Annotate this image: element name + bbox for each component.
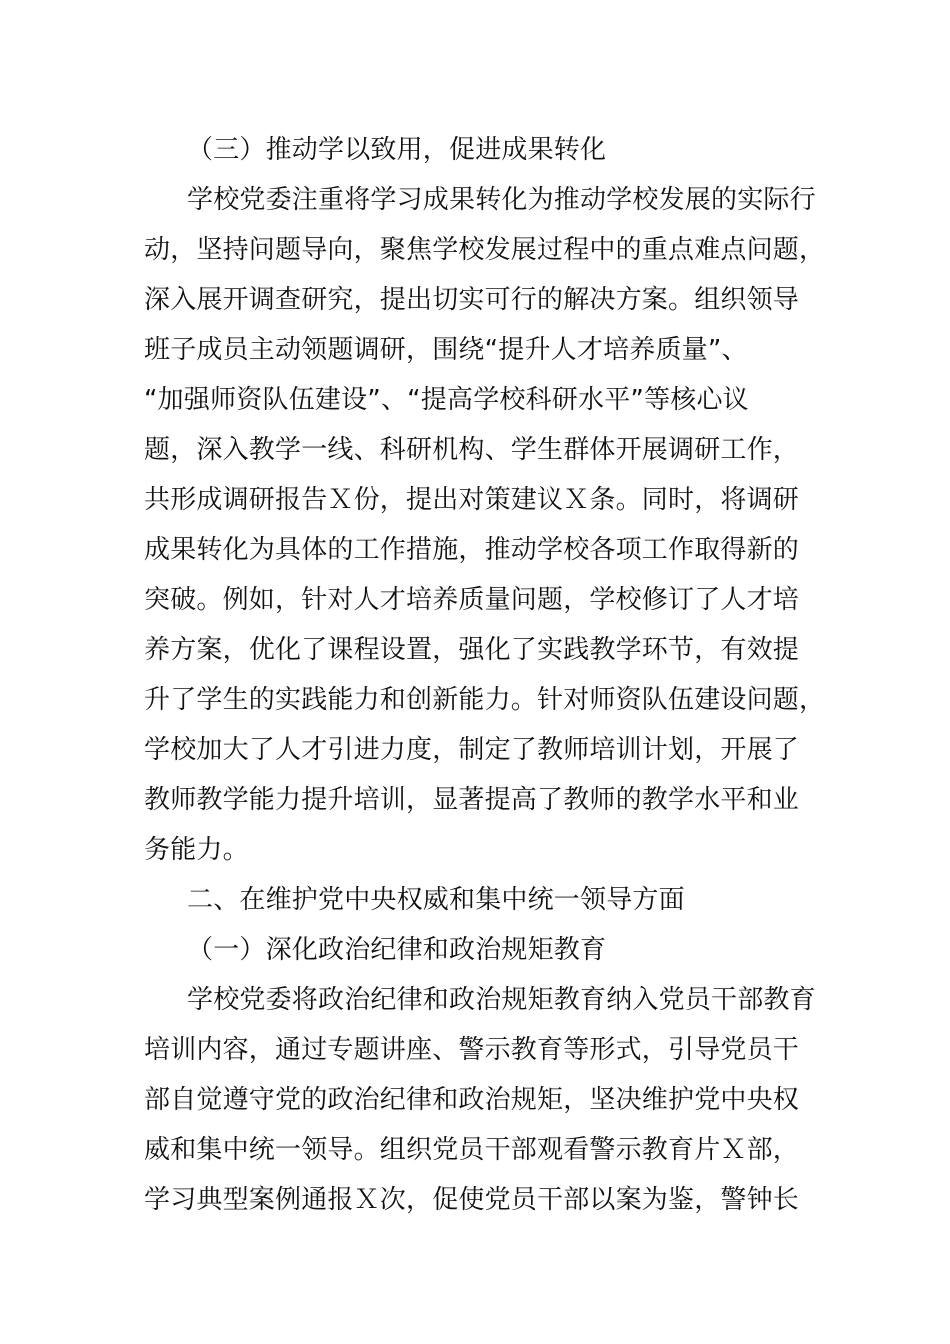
text-line: 学习典型案例通报Ｘ次，促使党员干部以案为鉴，警钟长 (144, 1185, 800, 1215)
text-line: 培训内容，通过专题讲座、警示教育等形式，引导党员干 (144, 1035, 800, 1065)
text-line: 学校党委注重将学习成果转化为推动学校发展的实际行 (187, 185, 816, 215)
text-line: 务能力。 (144, 835, 249, 865)
text-line: 突破。例如，针对人才培养质量问题，学校修订了人才培 (144, 585, 800, 615)
text-line: 养方案，优化了课程设置，强化了实践教学环节，有效提 (144, 635, 800, 665)
text-line: 共形成调研报告Ｘ份，提出对策建议Ｘ条。同时，将调研 (144, 485, 800, 515)
text-line: 升了学生的实践能力和创新能力。针对师资队伍建设问题， (144, 685, 826, 715)
text-line: 深入展开调查研究，提出切实可行的解决方案。组织领导 (144, 285, 800, 315)
text-line: 学校加大了人才引进力度，制定了教师培训计划，开展了 (144, 735, 800, 765)
text-line: 成果转化为具体的工作措施，推动学校各项工作取得新的 (144, 535, 800, 565)
subheading-one: （一）深化政治纪律和政治规矩教育 (187, 935, 607, 965)
text-line: “加强师资队伍建设”、“提高学校科研水平”等核心议 (144, 385, 749, 415)
text-line: 教师教学能力提升培训，显著提高了教师的教学水平和业 (144, 785, 800, 815)
text-line: 学校党委将政治纪律和政治规矩教育纳入党员干部教育 (187, 985, 816, 1015)
text-line: 班子成员主动领题调研，围绕“提升人才培养质量”、 (144, 335, 748, 365)
subheading-three: （三）推动学以致用，促进成果转化 (187, 135, 607, 165)
text-line: 题，深入教学一线、科研机构、学生群体开展调研工作， (144, 435, 800, 465)
section-heading-two: 二、在维护党中央权威和集中统一领导方面 (187, 885, 685, 915)
text-line: 威和集中统一领导。组织党员干部观看警示教育片Ｘ部， (144, 1135, 800, 1165)
text-line: 部自觉遵守党的政治纪律和政治规矩，坚决维护党中央权 (144, 1085, 800, 1115)
text-line: 动，坚持问题导向，聚焦学校发展过程中的重点难点问题， (144, 235, 826, 265)
